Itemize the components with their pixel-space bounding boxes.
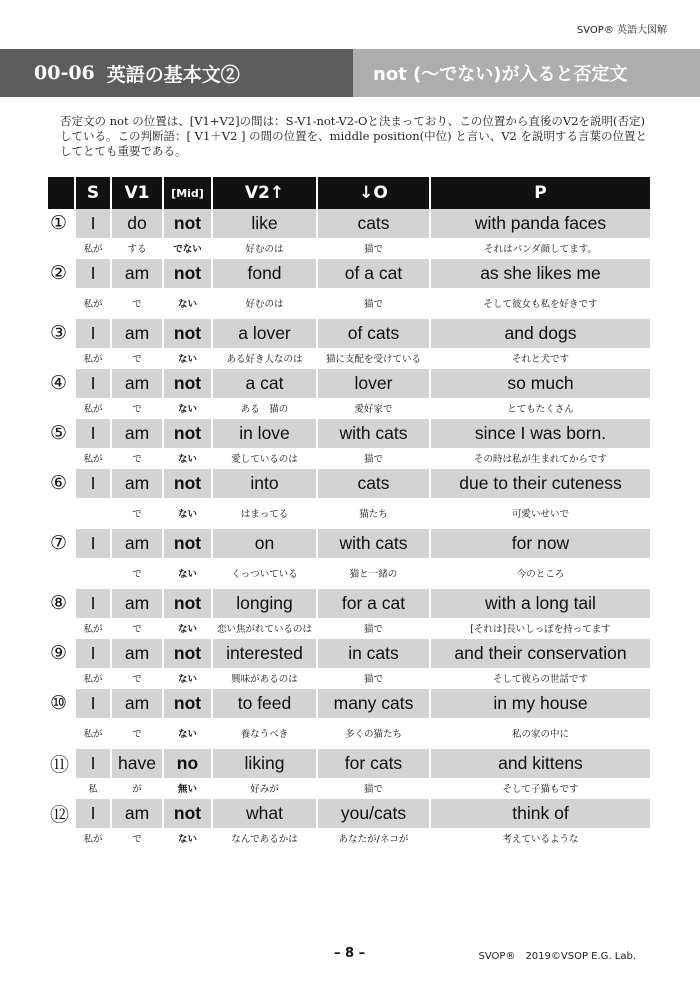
row-number: ④ [48,369,75,399]
translation-spacer [48,828,75,849]
header-cell-p: P [430,177,650,209]
en-cell-mid: not [163,529,212,559]
jp-cell-o: 猫で [317,668,430,689]
en-cell-v2: in love [212,419,317,449]
intro-paragraph: 否定文の not の位置は、[V1+V2]の間は：S-V1-not-V2-Oと決まっており、この位置から直後のV2を説明(否定)している。この判断語：[ V1＋V2 ] の間の位置を、middle position(中位) と言い、V2 を説明する言葉の位置としてとても重要である。 [60,114,648,158]
row-number: ⑧ [48,589,75,619]
en-cell-o: with cats [317,419,430,449]
jp-cell-v1: で [111,288,163,319]
header-cell-num [48,177,75,209]
en-cell-v1: have [111,749,163,779]
en-cell-mid: not [163,419,212,449]
en-cell-s: I [75,689,111,719]
jp-cell-o: 猫で [317,288,430,319]
jp-cell-v2: 養なうべき [212,718,317,749]
en-cell-p: and kittens [430,749,650,779]
en-cell-v1: am [111,319,163,349]
en-cell-mid: not [163,369,212,399]
jp-cell-v1: で [111,718,163,749]
en-cell-v2: like [212,209,317,238]
en-cell-v2: a lover [212,319,317,349]
jp-cell-p: 考えているような [430,828,650,849]
row-number: ⑥ [48,469,75,499]
jp-cell-mid: ない [163,348,212,369]
title-banner [0,49,700,97]
translation-spacer [48,718,75,749]
en-cell-p: so much [430,369,650,399]
jp-cell-mid: ない [163,448,212,469]
translation-row [48,448,650,469]
en-cell-p: due to their cuteness [430,469,650,499]
jp-cell-o: 愛好家で [317,398,430,419]
sentence-row [48,209,650,238]
sentence-row [48,689,650,719]
en-cell-v1: am [111,469,163,499]
en-cell-v1: am [111,589,163,619]
en-cell-mid: not [163,689,212,719]
en-cell-v2: liking [212,749,317,779]
translation-row [48,498,650,529]
translation-spacer [48,238,75,259]
en-cell-mid: no [163,749,212,779]
footer-copyright: SVOP® 2019©VSOP E.G. Lab. [478,951,636,962]
jp-cell-s: 私が [75,238,111,259]
header-cell-v1: V1 [111,177,163,209]
en-cell-s: I [75,469,111,499]
en-cell-v1: am [111,529,163,559]
page-number: – 8 – [334,946,366,961]
en-cell-mid: not [163,259,212,289]
header-cell-mid: [Mid] [163,177,212,209]
en-cell-p: with panda faces [430,209,650,238]
translation-spacer [48,668,75,689]
translation-spacer [48,498,75,529]
en-cell-o: with cats [317,529,430,559]
jp-cell-mid: ない [163,668,212,689]
row-number: ⑫ [48,799,75,829]
en-cell-o: cats [317,209,430,238]
header-cell-s: S [75,177,111,209]
jp-cell-s: 私が [75,718,111,749]
jp-cell-v1: で [111,618,163,639]
en-cell-s: I [75,209,111,238]
table-body [48,209,650,849]
en-cell-v2: fond [212,259,317,289]
translation-row [48,398,650,419]
jp-cell-v1: が [111,778,163,799]
en-cell-v1: am [111,419,163,449]
row-number: ② [48,259,75,289]
en-cell-s: I [75,319,111,349]
jp-cell-o: 猫と一緒の [317,558,430,589]
jp-cell-p: それと犬です [430,348,650,369]
jp-cell-v2: 興味があるのは [212,668,317,689]
jp-cell-v2: 好むのは [212,288,317,319]
en-cell-p: and dogs [430,319,650,349]
en-cell-v2: what [212,799,317,829]
jp-cell-s [75,498,111,529]
jp-cell-v2: 愛しているのは [212,448,317,469]
en-cell-o: of cats [317,319,430,349]
en-cell-o: many cats [317,689,430,719]
en-cell-s: I [75,419,111,449]
jp-cell-v1: で [111,348,163,369]
jp-cell-s: 私が [75,448,111,469]
jp-cell-mid: 無い [163,778,212,799]
row-number: ① [48,209,75,238]
section-subtitle: not (〜でない)が入ると否定文 [353,49,700,97]
en-cell-mid: not [163,319,212,349]
en-cell-p: since I was born. [430,419,650,449]
sentence-row [48,589,650,619]
en-cell-o: for a cat [317,589,430,619]
en-cell-o: cats [317,469,430,499]
row-number: ⑪ [48,749,75,779]
header-cell-v2: V2↑ [212,177,317,209]
jp-cell-mid: ない [163,718,212,749]
sentence-table [48,177,650,849]
translation-spacer [48,398,75,419]
jp-cell-o: 猫で [317,778,430,799]
jp-cell-v1: で [111,828,163,849]
translation-row [48,718,650,749]
en-cell-o: in cats [317,639,430,669]
jp-cell-mid: ない [163,288,212,319]
row-number: ⑩ [48,689,75,719]
translation-row [48,618,650,639]
jp-cell-p: そして子猫もです [430,778,650,799]
en-cell-mid: not [163,639,212,669]
jp-cell-s: 私が [75,668,111,689]
jp-cell-v1: で [111,498,163,529]
translation-spacer [48,618,75,639]
jp-cell-o: あなたが/ネコが [317,828,430,849]
jp-cell-v2: なんであるかは [212,828,317,849]
translation-row [48,668,650,689]
jp-cell-s: 私 [75,778,111,799]
table-header-row [48,177,650,209]
jp-cell-mid: ない [163,618,212,639]
jp-cell-o: 猫に支配を受けている [317,348,430,369]
section-title: 英語の基本文② [106,63,240,86]
jp-cell-v2: くっついている [212,558,317,589]
translation-row [48,238,650,259]
jp-cell-p: 可愛いせいで [430,498,650,529]
jp-cell-o: 猫たち [317,498,430,529]
header-cell-o: ↓O [317,177,430,209]
sentence-row [48,319,650,349]
en-cell-v2: into [212,469,317,499]
jp-cell-mid: ない [163,398,212,419]
en-cell-s: I [75,749,111,779]
row-number: ⑨ [48,639,75,669]
en-cell-s: I [75,639,111,669]
en-cell-s: I [75,369,111,399]
banner-left [0,49,353,97]
row-number: ⑤ [48,419,75,449]
jp-cell-v2: 好みが [212,778,317,799]
sentence-row [48,639,650,669]
row-number: ③ [48,319,75,349]
translation-spacer [48,448,75,469]
section-code: 00-06 [34,62,95,84]
jp-cell-v2: はまってる [212,498,317,529]
en-cell-mid: not [163,799,212,829]
en-cell-o: you/cats [317,799,430,829]
en-cell-p: and their conservation [430,639,650,669]
jp-cell-mid: ない [163,498,212,529]
en-cell-v1: am [111,799,163,829]
translation-spacer [48,288,75,319]
en-cell-mid: not [163,209,212,238]
en-cell-s: I [75,589,111,619]
en-cell-v2: interested [212,639,317,669]
jp-cell-v1: で [111,558,163,589]
translation-row [48,348,650,369]
jp-cell-s: 私が [75,348,111,369]
jp-cell-s: 私が [75,828,111,849]
row-number: ⑦ [48,529,75,559]
jp-cell-o: 猫で [317,448,430,469]
translation-row [48,828,650,849]
jp-cell-o: 多くの猫たち [317,718,430,749]
en-cell-v1: do [111,209,163,238]
translation-row [48,288,650,319]
sentence-row [48,749,650,779]
en-cell-p: in my house [430,689,650,719]
jp-cell-v1: する [111,238,163,259]
jp-cell-mid: ない [163,828,212,849]
jp-cell-mid: でない [163,238,212,259]
translation-row [48,778,650,799]
header-brand: SVOP® 英語大図解 [576,25,667,36]
jp-cell-s: 私が [75,618,111,639]
en-cell-o: of a cat [317,259,430,289]
jp-cell-o: 猫で [317,238,430,259]
jp-cell-v1: で [111,398,163,419]
jp-cell-s [75,558,111,589]
jp-cell-s: 私が [75,288,111,319]
jp-cell-v2: 恋い焦がれているのは [212,618,317,639]
jp-cell-p: その時は私が生まれてからです [430,448,650,469]
sentence-row [48,799,650,829]
sentence-row [48,259,650,289]
en-cell-v2: to feed [212,689,317,719]
en-cell-mid: not [163,589,212,619]
sentence-row [48,419,650,449]
jp-cell-p: 私の家の中に [430,718,650,749]
jp-cell-p: そして彼らの世話です [430,668,650,689]
jp-cell-p: そして彼女も私を好きです [430,288,650,319]
en-cell-v2: a cat [212,369,317,399]
en-cell-v1: am [111,639,163,669]
jp-cell-p: 今のところ [430,558,650,589]
en-cell-p: as she likes me [430,259,650,289]
en-cell-p: for now [430,529,650,559]
jp-cell-o: 猫で [317,618,430,639]
jp-cell-p: [それは]長いしっぽを持ってます [430,618,650,639]
en-cell-v1: am [111,259,163,289]
en-cell-v2: longing [212,589,317,619]
jp-cell-v2: 好むのは [212,238,317,259]
jp-cell-mid: ない [163,558,212,589]
en-cell-p: think of [430,799,650,829]
en-cell-s: I [75,529,111,559]
en-cell-mid: not [163,469,212,499]
jp-cell-v2: ある 猫の [212,398,317,419]
sentence-row [48,369,650,399]
jp-cell-v2: ある好き人なのは [212,348,317,369]
en-cell-s: I [75,259,111,289]
translation-spacer [48,348,75,369]
translation-spacer [48,778,75,799]
en-cell-v1: am [111,369,163,399]
jp-cell-p: とてもたくさん [430,398,650,419]
en-cell-o: for cats [317,749,430,779]
en-cell-v2: on [212,529,317,559]
sentence-row [48,469,650,499]
jp-cell-p: それはパンダ顔してます。 [430,238,650,259]
en-cell-v1: am [111,689,163,719]
jp-cell-v1: で [111,668,163,689]
jp-cell-v1: で [111,448,163,469]
translation-spacer [48,558,75,589]
jp-cell-s: 私が [75,398,111,419]
en-cell-p: with a long tail [430,589,650,619]
en-cell-o: lover [317,369,430,399]
translation-row [48,558,650,589]
en-cell-s: I [75,799,111,829]
sentence-row [48,529,650,559]
